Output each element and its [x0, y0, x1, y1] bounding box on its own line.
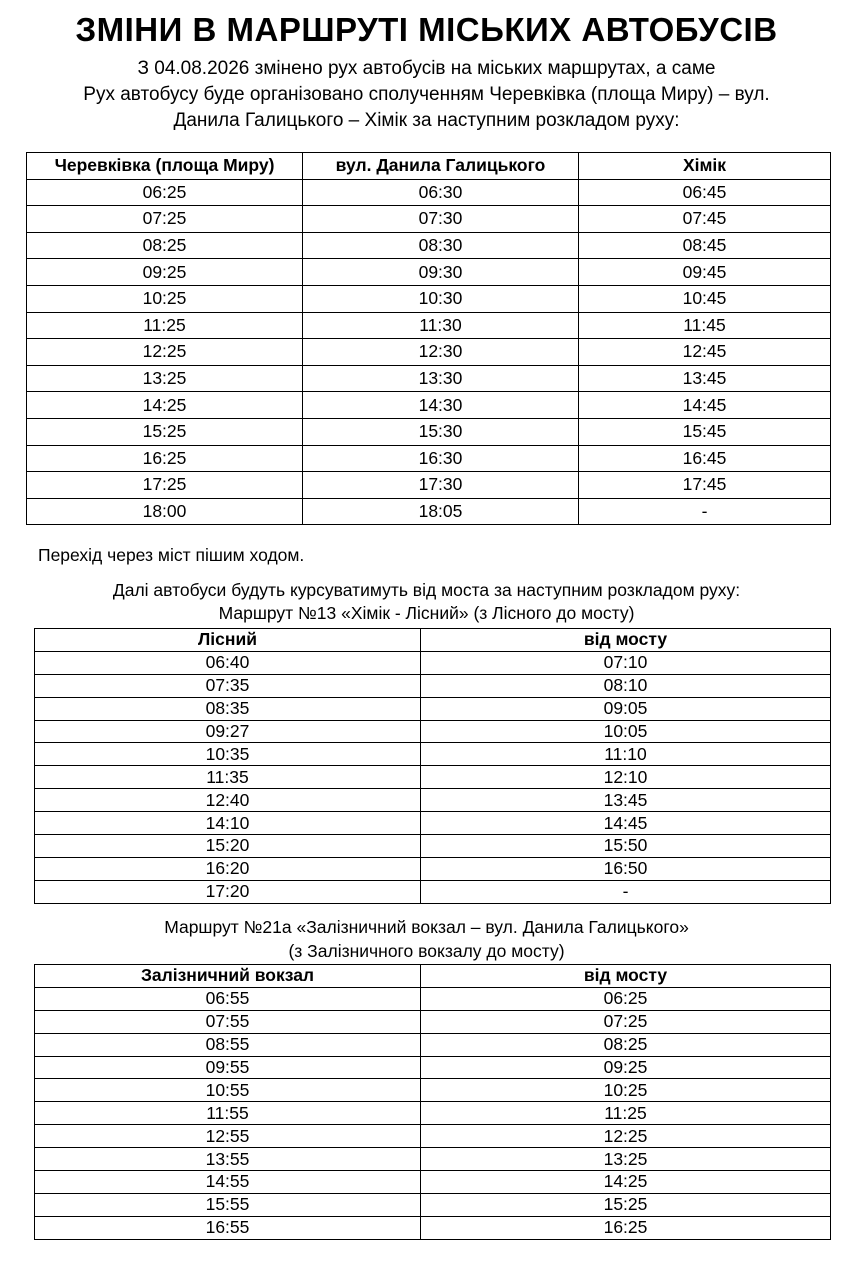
- table-header-row: [35, 965, 831, 988]
- table-cell: 13:25: [421, 1148, 831, 1171]
- table-row: [35, 857, 831, 880]
- table-cell: 12:45: [579, 339, 831, 366]
- table-cell: 11:25: [421, 1102, 831, 1125]
- table-cell: 17:30: [303, 472, 579, 499]
- table-cell: 14:25: [421, 1171, 831, 1194]
- column-header: Лісний: [35, 629, 421, 652]
- table-cell: -: [421, 880, 831, 903]
- table-cell: 16:55: [35, 1216, 421, 1239]
- table-cell: 16:30: [303, 445, 579, 472]
- table-cell: 10:05: [421, 720, 831, 743]
- table-cell: 13:45: [421, 789, 831, 812]
- table-cell: 09:30: [303, 259, 579, 286]
- table-cell: 16:25: [27, 445, 303, 472]
- table-cell: 11:35: [35, 766, 421, 789]
- table-cell: 16:50: [421, 857, 831, 880]
- table-cell: 11:30: [303, 312, 579, 339]
- table-cell: 14:10: [35, 812, 421, 835]
- table-cell: 09:27: [35, 720, 421, 743]
- table-cell: 12:10: [421, 766, 831, 789]
- table-cell: 08:35: [35, 697, 421, 720]
- schedule-table-route-13: [34, 628, 831, 904]
- route-13-title: Маршрут №13 «Хімік - Лісний» (з Лісного до мосту): [218, 603, 635, 623]
- table-row: [35, 880, 831, 903]
- table-cell: 06:55: [35, 987, 421, 1010]
- table-cell: 06:45: [579, 179, 831, 206]
- table-cell: 14:55: [35, 1171, 421, 1194]
- table-row: [27, 498, 831, 525]
- table-cell: 08:25: [27, 232, 303, 259]
- table-cell: 09:55: [35, 1056, 421, 1079]
- table-row: [35, 1033, 831, 1056]
- table-row: [35, 1148, 831, 1171]
- column-header: від мосту: [421, 965, 831, 988]
- table-row: [35, 812, 831, 835]
- table-cell: 06:30: [303, 179, 579, 206]
- table-cell: 07:10: [421, 651, 831, 674]
- table-cell: 14:45: [421, 812, 831, 835]
- table-cell: 12:40: [35, 789, 421, 812]
- table-cell: 15:55: [35, 1193, 421, 1216]
- table-cell: 07:25: [27, 206, 303, 233]
- table-cell: 12:55: [35, 1125, 421, 1148]
- table-cell: 10:25: [421, 1079, 831, 1102]
- table-cell: 13:55: [35, 1148, 421, 1171]
- table-cell: 15:45: [579, 418, 831, 445]
- table-cell: 17:20: [35, 880, 421, 903]
- table-row: [27, 472, 831, 499]
- table-row: [35, 1216, 831, 1239]
- table-row: [35, 789, 831, 812]
- table-row: [35, 1193, 831, 1216]
- table-cell: 09:45: [579, 259, 831, 286]
- table-cell: 07:30: [303, 206, 579, 233]
- table-cell: 08:10: [421, 674, 831, 697]
- table-cell: 08:30: [303, 232, 579, 259]
- table-header-row: [35, 629, 831, 652]
- table-cell: 08:45: [579, 232, 831, 259]
- table-row: [27, 312, 831, 339]
- table-row: [35, 1171, 831, 1194]
- table-cell: 07:45: [579, 206, 831, 233]
- table-cell: 11:45: [579, 312, 831, 339]
- table-cell: 12:25: [27, 339, 303, 366]
- table-cell: 16:20: [35, 857, 421, 880]
- table-cell: 07:25: [421, 1010, 831, 1033]
- table-row: [27, 392, 831, 419]
- table-cell: 17:25: [27, 472, 303, 499]
- table-row: [27, 206, 831, 233]
- table-row: [35, 1125, 831, 1148]
- table-cell: 10:30: [303, 285, 579, 312]
- table-row: [35, 835, 831, 858]
- column-header: Черевківка (площа Миру): [27, 153, 303, 180]
- table-row: [35, 720, 831, 743]
- column-header: вул. Данила Галицького: [303, 153, 579, 180]
- table-row: [27, 259, 831, 286]
- table-cell: 15:20: [35, 835, 421, 858]
- bridge-note: Перехід через міст пішим ходом.: [38, 545, 305, 565]
- column-header: від мосту: [421, 629, 831, 652]
- table-cell: 13:30: [303, 365, 579, 392]
- table-cell: 14:30: [303, 392, 579, 419]
- table-row: [35, 766, 831, 789]
- table-header-row: [27, 153, 831, 180]
- route-21a-subtitle: (з Залізничного вокзалу до мосту): [288, 941, 565, 961]
- table-row: [27, 445, 831, 472]
- intro-line: Данила Галицького – Хімік за наступним розкладом руху:: [173, 110, 680, 131]
- table-cell: 12:30: [303, 339, 579, 366]
- table-cell: 10:25: [27, 285, 303, 312]
- table-cell: 11:10: [421, 743, 831, 766]
- table-row: [35, 651, 831, 674]
- table-cell: 18:05: [303, 498, 579, 525]
- table-cell: 06:25: [421, 987, 831, 1010]
- table-row: [35, 1010, 831, 1033]
- column-header: Хімік: [579, 153, 831, 180]
- table-cell: 10:35: [35, 743, 421, 766]
- table-cell: 11:25: [27, 312, 303, 339]
- table-row: [27, 418, 831, 445]
- table-cell: 09:25: [27, 259, 303, 286]
- table-row: [35, 743, 831, 766]
- table-row: [35, 674, 831, 697]
- table-cell: -: [579, 498, 831, 525]
- next-schedule-note: Далі автобуси будуть курсуватимуть від моста за наступним розкладом руху:: [112, 580, 741, 600]
- table-cell: 08:55: [35, 1033, 421, 1056]
- table-row: [27, 365, 831, 392]
- table-cell: 15:30: [303, 418, 579, 445]
- intro-line: З 04.08.2026 змінено рух автобусів на міських маршрутах, а саме: [137, 58, 716, 79]
- column-header: Залізничний вокзал: [35, 965, 421, 988]
- table-cell: 07:35: [35, 674, 421, 697]
- intro-text: [0, 56, 853, 134]
- table-cell: 12:25: [421, 1125, 831, 1148]
- route-21a-title: Маршрут №21а «Залізничний вокзал – вул. Данила Галицького»: [164, 917, 689, 937]
- table-cell: 13:45: [579, 365, 831, 392]
- table-row: [35, 1102, 831, 1125]
- table-cell: 15:50: [421, 835, 831, 858]
- table-cell: 15:25: [421, 1193, 831, 1216]
- table-row: [27, 232, 831, 259]
- schedule-table-cherevkivka-khimik: [26, 152, 831, 525]
- table-cell: 10:45: [579, 285, 831, 312]
- table-cell: 16:25: [421, 1216, 831, 1239]
- intro-line: Рух автобусу буде організовано сполученням Черевківка (площа Миру) – вул.: [83, 84, 770, 105]
- table-cell: 14:45: [579, 392, 831, 419]
- table-row: [35, 1056, 831, 1079]
- table-cell: 15:25: [27, 418, 303, 445]
- table-row: [35, 1079, 831, 1102]
- table-cell: 06:25: [27, 179, 303, 206]
- table-cell: 10:55: [35, 1079, 421, 1102]
- table-cell: 18:00: [27, 498, 303, 525]
- table-cell: 17:45: [579, 472, 831, 499]
- table-row: [27, 179, 831, 206]
- table-cell: 11:55: [35, 1102, 421, 1125]
- table-row: [35, 987, 831, 1010]
- table-cell: 13:25: [27, 365, 303, 392]
- table-cell: 09:05: [421, 697, 831, 720]
- table-cell: 06:40: [35, 651, 421, 674]
- table-row: [27, 339, 831, 366]
- schedule-table-route-21a: [34, 964, 831, 1240]
- table-cell: 08:25: [421, 1033, 831, 1056]
- table-row: [27, 285, 831, 312]
- table-cell: 14:25: [27, 392, 303, 419]
- table-cell: 07:55: [35, 1010, 421, 1033]
- table-cell: 09:25: [421, 1056, 831, 1079]
- page-title: ЗМІНИ В МАРШРУТІ МІСЬКИХ АВТОБУСІВ: [75, 11, 778, 48]
- table-row: [35, 697, 831, 720]
- table-cell: 16:45: [579, 445, 831, 472]
